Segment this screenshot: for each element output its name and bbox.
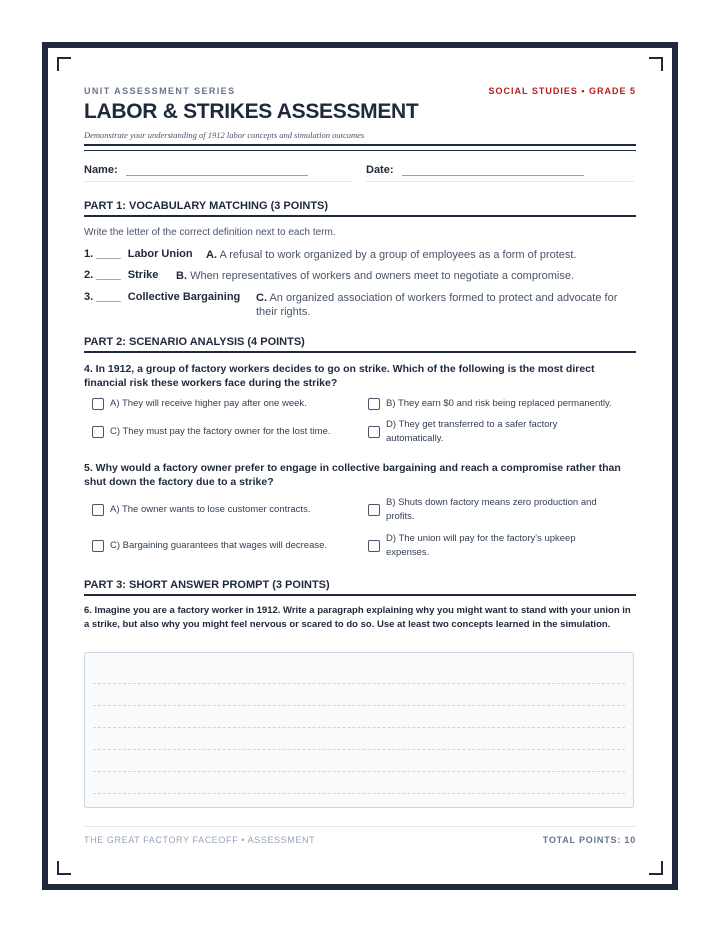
answer-line [93,705,625,706]
answer-line [93,749,625,750]
corner-mark-top-left [57,57,71,71]
vocab-number: 3. [84,291,94,303]
vocab-term: Collective Bargaining [127,291,241,303]
vocab-item-1 [84,248,193,260]
date-underline [366,181,634,182]
option-text: C) They must pay the factory owner for the lost time. [110,426,331,437]
definition-text: When representatives of workers and owners meet to negotiate a compromise. [190,270,575,282]
name-field[interactable] [126,175,308,176]
vocab-item-3 [84,291,240,303]
checkbox[interactable] [92,504,104,516]
definition-text: An organized association of workers formed to protect and advocate for their rights. [256,292,618,318]
definition-text: A refusal to work organized by a group of employees as a form of protest. [219,249,577,261]
subject-label: SOCIAL STUDIES • GRADE 5 [488,86,636,96]
answer-line [93,771,625,772]
q5-option-a[interactable] [92,503,362,517]
date-field[interactable] [402,175,584,176]
corner-mark-top-right [649,57,663,71]
q5-option-b[interactable] [368,496,618,524]
q4-option-c[interactable] [92,425,362,439]
option-text: B) They earn $0 and risk being replaced permanently. [386,398,612,409]
q4-option-a[interactable] [92,397,362,411]
page-title: LABOR & STRIKES ASSESSMENT [84,100,419,123]
option-text: D) They get transferred to a safer factory automatically. [386,419,558,444]
option-text: A) The owner wants to lose customer contracts. [110,504,311,515]
worksheet-page [42,42,678,890]
checkbox[interactable] [368,540,380,552]
header-divider [84,144,636,151]
checkbox[interactable] [368,504,380,516]
part1-instruction: Write the letter of the correct definition next to each term. [84,227,336,238]
definition-letter: C. [256,292,267,304]
checkbox[interactable] [368,398,380,410]
answer-line [93,727,625,728]
checkbox[interactable] [92,426,104,438]
definition-letter: B. [176,270,187,282]
part2-heading: PART 2: SCENARIO ANALYSIS (4 POINTS) [84,336,636,353]
question-4: 4. In 1912, a group of factory workers decides to go on strike. Which of the following is the most direct financial risk these workers face during the strike? [84,363,595,389]
answer-blank[interactable]: ____ [96,248,121,260]
total-points: TOTAL POINTS: 10 [542,835,636,845]
answer-blank[interactable]: ____ [96,291,121,303]
footer-title: THE GREAT FACTORY FACEOFF • ASSESSMENT [84,835,316,845]
definition-b [176,269,636,283]
vocab-term: Labor Union [127,248,193,260]
answer-blank[interactable]: ____ [96,269,121,281]
footer-divider [84,826,636,827]
definition-c [256,291,636,319]
part1-heading: PART 1: VOCABULARY MATCHING (3 POINTS) [84,200,636,217]
option-text: B) Shuts down factory means zero production and profits. [386,497,597,522]
option-text: D) The union will pay for the factory's upkeep expenses. [386,533,576,558]
name-label: Name: [84,164,118,176]
q5-option-d[interactable] [368,532,618,560]
vocab-term: Strike [127,269,159,281]
part3-heading: PART 3: SHORT ANSWER PROMPT (3 POINTS) [84,579,636,596]
q4-option-b[interactable] [368,397,638,411]
q5-option-c[interactable] [92,539,362,553]
checkbox[interactable] [92,398,104,410]
name-underline [84,181,352,182]
answer-line [93,683,625,684]
page-subtitle: Demonstrate your understanding of 1912 labor concepts and simulation outcomes [84,130,365,140]
definition-letter: A. [206,249,217,261]
answer-line [93,793,625,794]
date-label: Date: [366,164,394,176]
corner-mark-bottom-left [57,861,71,875]
series-label: UNIT ASSESSMENT SERIES [84,86,236,96]
corner-mark-bottom-right [649,861,663,875]
vocab-number: 1. [84,248,94,260]
question-5: 5. Why would a factory owner prefer to engage in collective bargaining and reach a compromise rather than shut down the factory due to a strike? [84,462,621,488]
option-text: C) Bargaining guarantees that wages will decrease. [110,540,328,551]
vocab-item-2 [84,269,158,281]
checkbox[interactable] [92,540,104,552]
question-6: 6. Imagine you are a factory worker in 1912. Write a paragraph explaining why you might want to stand with your union in a strike, but also why you might feel nervous or scared to do so. Use at least two concepts learned in the simulation. [84,605,631,630]
option-text: A) They will receive higher pay after one week. [110,398,307,409]
short-answer-box[interactable] [84,652,634,808]
definition-a [206,248,636,262]
vocab-number: 2. [84,269,94,281]
q4-option-d[interactable] [368,418,583,446]
checkbox[interactable] [368,426,380,438]
